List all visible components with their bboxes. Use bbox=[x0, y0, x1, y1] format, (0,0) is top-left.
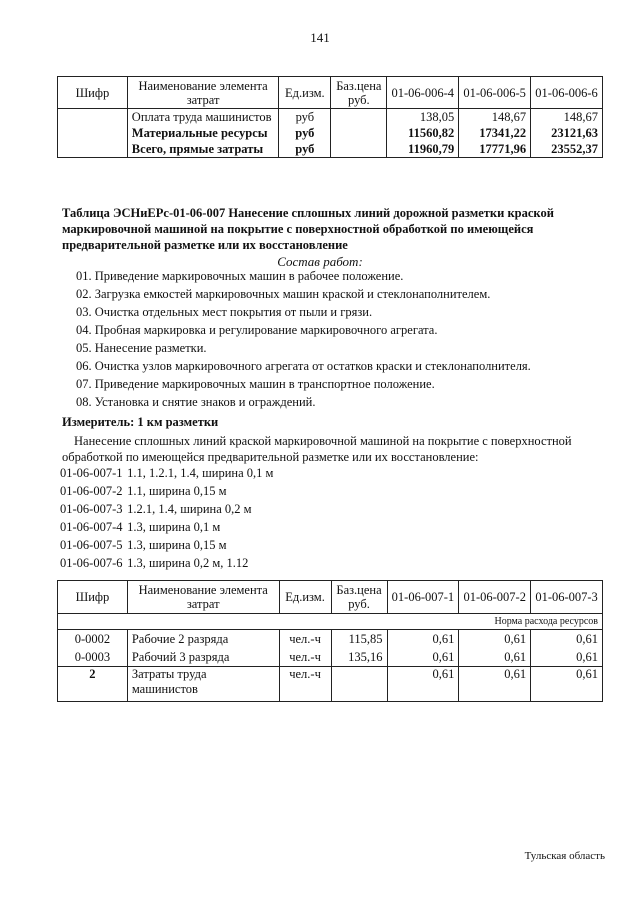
cell-code: 0-0002 bbox=[58, 630, 128, 649]
cell-value: 17771,96 bbox=[459, 141, 531, 158]
cell-unit: руб bbox=[279, 109, 331, 126]
table-row bbox=[58, 109, 603, 126]
cell-name: Материальные ресурсы bbox=[127, 125, 279, 141]
header-code: Шифр bbox=[58, 581, 128, 614]
header-col-2: 01-06-007-2 bbox=[459, 581, 531, 614]
work-heading: Состав работ: bbox=[277, 254, 363, 269]
cell-unit: чел.-ч bbox=[279, 648, 331, 667]
code-text: 1.3, ширина 0,1 м bbox=[127, 520, 221, 534]
cell-value: 0,61 bbox=[387, 648, 459, 667]
header-col-1: 01-06-007-1 bbox=[387, 581, 459, 614]
work-item: 02. Загрузка емкостей маркировочных машин краской и стеклонаполнителем. bbox=[76, 287, 491, 301]
table-header-row bbox=[58, 581, 603, 614]
code-row bbox=[60, 484, 227, 499]
code-label: 01-06-007-5 bbox=[60, 538, 123, 552]
code-row bbox=[60, 502, 252, 517]
cost-summary-table bbox=[57, 76, 603, 158]
cell-value: 23552,37 bbox=[531, 141, 603, 158]
cell-price bbox=[331, 141, 387, 158]
table-row bbox=[58, 125, 603, 141]
cell-value: 148,67 bbox=[531, 109, 603, 126]
header-col-3: 01-06-007-3 bbox=[531, 581, 603, 614]
header-name: Наименование элемента затрат bbox=[127, 581, 279, 614]
work-item: 07. Приведение маркировочных машин в транспортное положение. bbox=[76, 377, 435, 391]
resource-norm-table bbox=[57, 580, 603, 702]
work-item: 05. Нанесение разметки. bbox=[76, 341, 207, 355]
work-item: 04. Пробная маркировка и регулирование маркировочного агрегата. bbox=[76, 323, 438, 337]
code-label: 01-06-007-3 bbox=[60, 502, 123, 516]
table-row bbox=[58, 667, 603, 702]
code-label: 01-06-007-1 bbox=[60, 466, 123, 480]
cell-price: 115,85 bbox=[331, 630, 387, 649]
cell-name: Рабочие 2 разряда bbox=[127, 630, 279, 649]
code-row bbox=[60, 556, 248, 571]
cell-code bbox=[58, 125, 128, 141]
header-col-3: 01-06-006-6 bbox=[531, 77, 603, 109]
code-label: 01-06-007-6 bbox=[60, 556, 123, 570]
cell-value: 0,61 bbox=[387, 630, 459, 649]
cell-unit: чел.-ч bbox=[279, 630, 331, 649]
code-label: 01-06-007-2 bbox=[60, 484, 123, 498]
cell-price bbox=[331, 667, 387, 702]
cell-name: Рабочий 3 разряда bbox=[127, 648, 279, 667]
cell-name: Оплата труда машинистов bbox=[127, 109, 279, 126]
header-col-1: 01-06-006-4 bbox=[387, 77, 459, 109]
header-unit: Ед.изм. bbox=[279, 77, 331, 109]
cell-price bbox=[331, 109, 387, 126]
cell-value: 138,05 bbox=[387, 109, 459, 126]
header-code: Шифр bbox=[58, 77, 128, 109]
cell-value: 148,67 bbox=[459, 109, 531, 126]
work-item: 01. Приведение маркировочных машин в рабочее положение. bbox=[76, 269, 404, 283]
table-row bbox=[58, 648, 603, 667]
cell-value: 0,61 bbox=[531, 630, 603, 649]
cell-value: 0,61 bbox=[387, 667, 459, 702]
cell-unit: руб bbox=[279, 125, 331, 141]
cell-unit: руб bbox=[279, 141, 331, 158]
code-text: 1.3, ширина 0,2 м, 1.12 bbox=[127, 556, 249, 570]
cell-code: 0-0003 bbox=[58, 648, 128, 667]
cell-value: 17341,22 bbox=[459, 125, 531, 141]
cell-value: 11560,82 bbox=[387, 125, 459, 141]
cell-value: 0,61 bbox=[531, 648, 603, 667]
work-item: 06. Очистка узлов маркировочного агрегата от остатков краски и стеклонаполнителя. bbox=[76, 359, 531, 373]
cell-price: 135,16 bbox=[331, 648, 387, 667]
code-text: 1.3, ширина 0,15 м bbox=[127, 538, 227, 552]
cell-code bbox=[58, 141, 128, 158]
table-row bbox=[58, 630, 603, 649]
code-text: 1.1, 1.2.1, 1.4, ширина 0,1 м bbox=[127, 466, 274, 480]
cell-value: 23121,63 bbox=[531, 125, 603, 141]
cell-name: Всего, прямые затраты bbox=[127, 141, 279, 158]
cell-code bbox=[58, 109, 128, 126]
measure-unit: Измеритель: 1 км разметки bbox=[62, 415, 219, 429]
table-header-row bbox=[58, 77, 603, 109]
header-price: Баз.цена руб. bbox=[331, 77, 387, 109]
norm-label-row bbox=[58, 614, 603, 630]
code-text: 1.2.1, 1.4, ширина 0,2 м bbox=[127, 502, 252, 516]
header-unit: Ед.изм. bbox=[279, 581, 331, 614]
table-row bbox=[58, 141, 603, 158]
cell-unit: чел.-ч bbox=[279, 667, 331, 702]
code-label: 01-06-007-4 bbox=[60, 520, 123, 534]
cell-price bbox=[331, 125, 387, 141]
header-name: Наименование элемента затрат bbox=[127, 77, 279, 109]
cell-value: 0,61 bbox=[459, 630, 531, 649]
section-title: Таблица ЭСНиЕРс-01-06-007 Нанесение сплошных линий дорожной разметки краской маркировочной машиной на покрытие с поверхностной обработкой по имеющейся предварительной разметке или их восстановление bbox=[62, 206, 554, 252]
cell-code: 2 bbox=[58, 667, 128, 702]
header-price: Баз.цена руб. bbox=[331, 581, 387, 614]
cell-value: 0,61 bbox=[459, 667, 531, 702]
code-text: 1.1, ширина 0,15 м bbox=[127, 484, 227, 498]
code-row bbox=[60, 466, 273, 481]
footer-region: Тульская область bbox=[524, 850, 605, 862]
page-number: 141 bbox=[310, 30, 330, 45]
work-item: 08. Установка и снятие знаков и ограждений. bbox=[76, 395, 316, 409]
work-item: 03. Очистка отдельных мест покрытия от пыли и грязи. bbox=[76, 305, 373, 319]
norm-label: Норма расхода ресурсов bbox=[58, 614, 603, 630]
code-row bbox=[60, 538, 227, 553]
cell-value: 0,61 bbox=[459, 648, 531, 667]
header-col-2: 01-06-006-5 bbox=[459, 77, 531, 109]
description: Нанесение сплошных линий краской маркировочной машиной на покрытие с поверхностной обработкой по имеющейся предварительной разметке или их восстановление: bbox=[62, 434, 572, 464]
cell-value: 0,61 bbox=[531, 667, 603, 702]
cell-name: Затраты труда машинистов bbox=[127, 667, 279, 702]
cell-value: 11960,79 bbox=[387, 141, 459, 158]
code-row bbox=[60, 520, 220, 535]
